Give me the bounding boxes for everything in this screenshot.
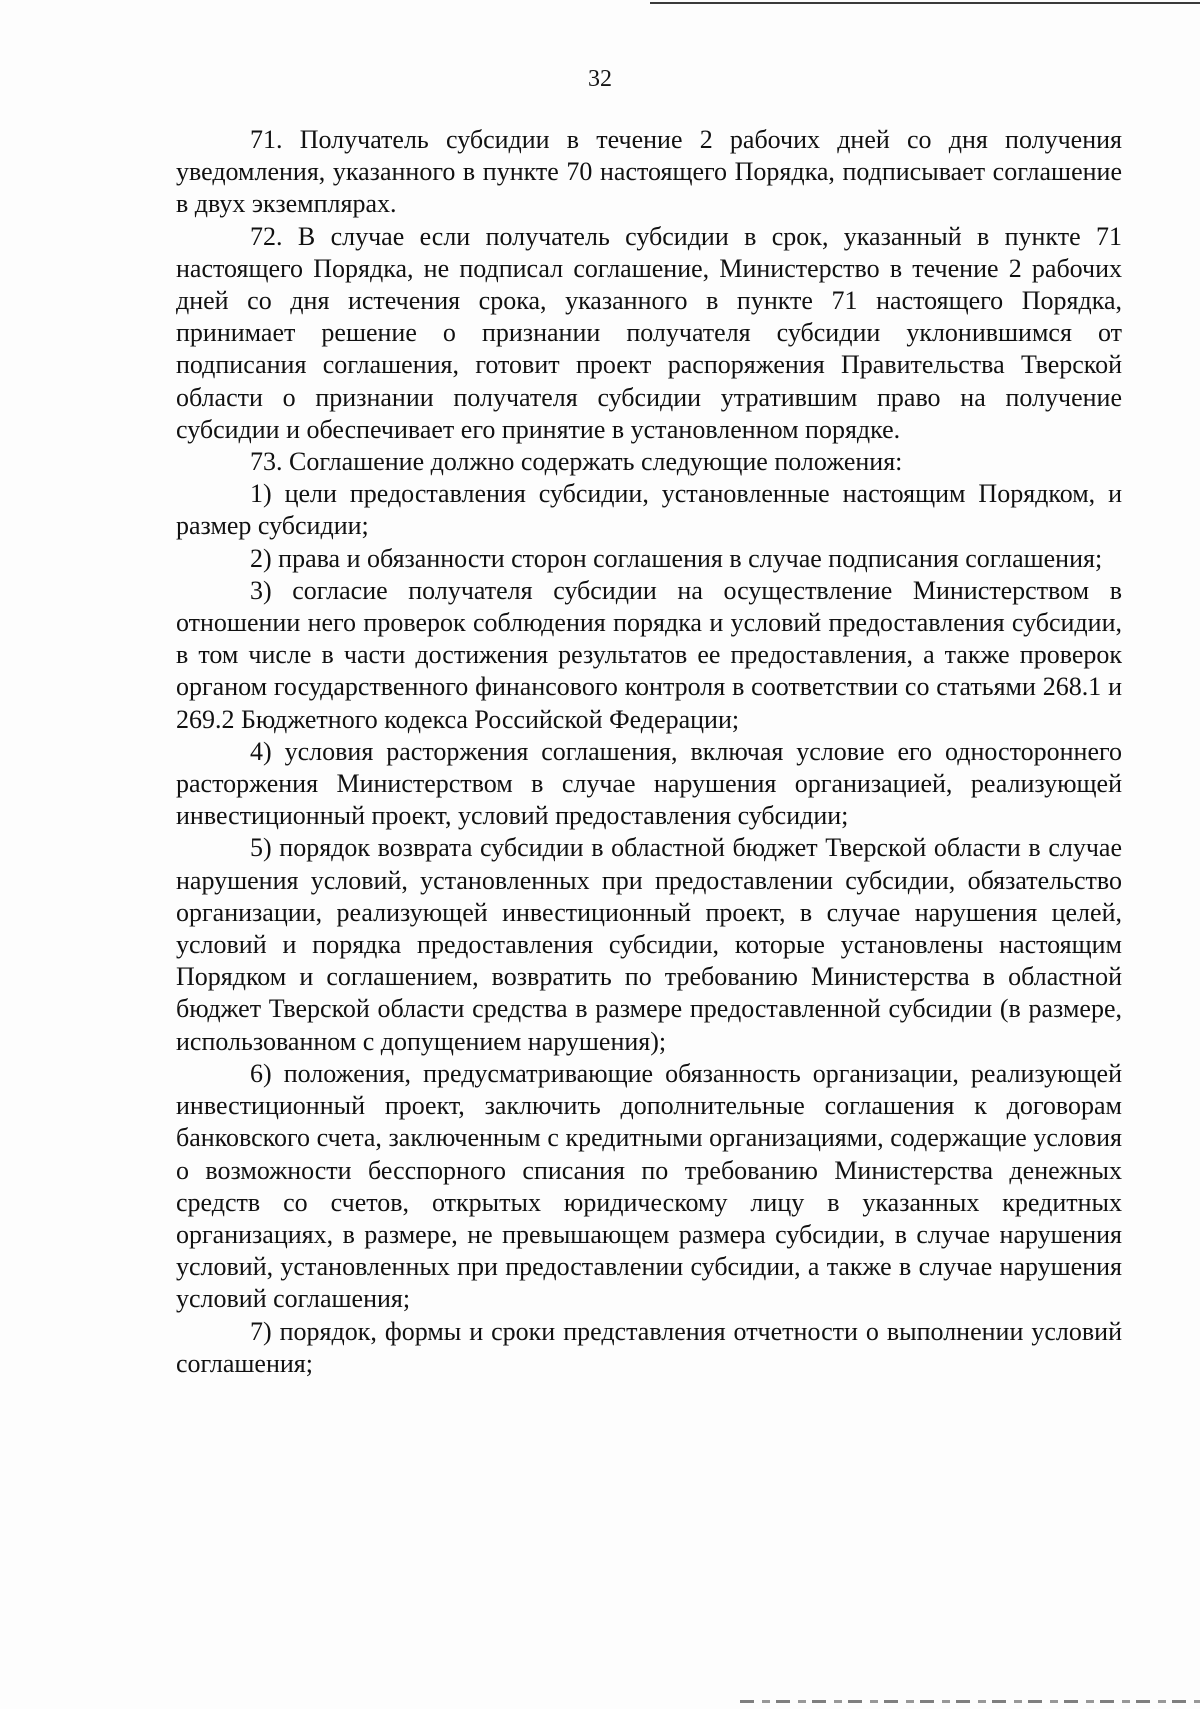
- paragraph-72: 72. В случае если получатель субсидии в срок, указанный в пункте 71 настоящего Порядка, не подписал соглашение, Министерство в течение 2 рабочих дней со дня истечения срока, указанного в пункте 71 настоящего Порядка, принимает решение о признании получателя субсидии уклонившимся от подписания соглашения, готовит проект распоряжения Правительства Тверской области о признании получателя субсидии утратившим право на получение субсидии и обеспечивает его принятие в установленном порядке.: [176, 221, 1122, 444]
- list-item-5: 5) порядок возврата субсидии в областной бюджет Тверской области в случае нарушения условий, установленных при предоставлении субсидии, обязательство организации, реализующей инвестиционный проект, в случае нарушения целей, условий и порядка предоставления субсидии, которые установлены настоящим Порядком и соглашением, возвратить по требованию Министерства в областной бюджет Тверской области средства в размере предоставленной субсидии (в размере, использованном с допущением нарушения);: [176, 833, 1122, 1056]
- list-item-1: 1) цели предоставления субсидии, установленные настоящим Порядком, и размер субсидии;: [176, 479, 1122, 541]
- list-item-3: 3) согласие получателя субсидии на осуществление Министерством в отношении него проверок соблюдения порядка и условий предоставления субсидии, в том числе в части достижения результатов ее предоставления, а также проверок органом государственного финансового контроля в соответствии со статьями 268.1 и 269.2 Бюджетного кодекса Российской Федерации;: [176, 575, 1122, 734]
- page-number: 32: [588, 66, 612, 92]
- list-item-6: 6) положения, предусматривающие обязанность организации, реализующей инвестиционный проект, заключить дополнительные соглашения к договорам банковского счета, заключенным с кредитными организациями, содержащие условия о возможности бесспорного списания по требованию Министерства денежных средств со счетов, открытых юридическому лицу в указанных кредитных организациях, в размере, не превышающем размера субсидии, в случае нарушения условий, установленных при предоставлении субсидии, а также в случае нарушения условий соглашения;: [176, 1058, 1122, 1314]
- paragraph-71: 71. Получатель субсидии в течение 2 рабочих дней со дня получения уведомления, указанного в пункте 70 настоящего Порядка, подписывает соглашение в двух экземплярах.: [176, 125, 1122, 219]
- paragraph-73: 73. Соглашение должно содержать следующие положения:: [250, 447, 903, 477]
- list-item-4: 4) условия расторжения соглашения, включая условие его одностороннего расторжения Министерством в случае нарушения организацией, реализующей инвестиционный проект, условий предоставления субсидии;: [176, 736, 1122, 831]
- document-body: [176, 124, 1122, 1380]
- scan-edge-line-top: [650, 2, 1200, 4]
- list-item-7: 7) порядок, формы и сроки представления отчетности о выполнении условий соглашения;: [176, 1316, 1122, 1378]
- scan-edge-line-bottom: [740, 1700, 1200, 1703]
- list-item-2: 2) права и обязанности сторон соглашения в случае подписания соглашения;: [250, 543, 1103, 573]
